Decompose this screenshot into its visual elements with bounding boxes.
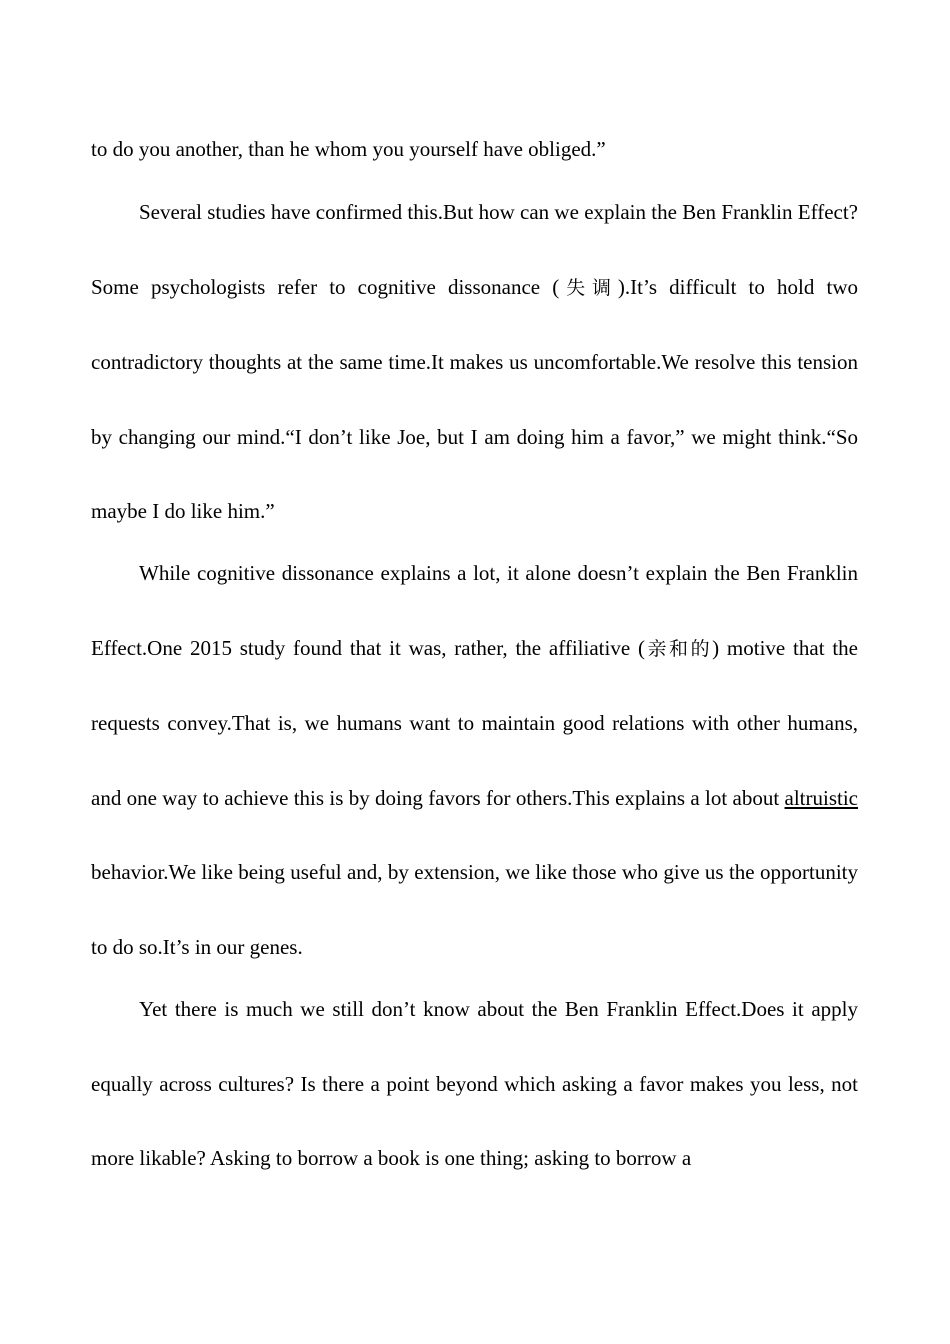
paragraph-1-text: to do you another, than he whom you yourself have obliged.” xyxy=(91,137,606,161)
paragraph-3-text-b: ) motive that the requests convey.That is, we humans want to maintain good relations with other humans, and one way to achieve this is by doing favors for others.This explains a lot about xyxy=(91,635,858,810)
paragraph-2-text-a: Several studies have confirmed this.But how can we explain the Ben Franklin Effect? Some psychologists refer to cognitive dissonance ( xyxy=(91,200,858,299)
paragraph-2-chinese-gloss: 失调 xyxy=(559,276,618,299)
paragraph-3-text-a: While cognitive dissonance explains a lot, it alone doesn’t explain the Ben Franklin Effect.One 2015 study found that it was, rather, the affiliative ( xyxy=(91,561,858,660)
paragraph-4 xyxy=(91,972,858,1196)
paragraph-3-text-c: behavior.We like being useful and, by extension, we like those who give us the opportunity to do so.It’s in our genes. xyxy=(91,860,858,959)
paragraph-4-text: Yet there is much we still don’t know about the Ben Franklin Effect.Does it apply equally across cultures? Is there a point beyond which asking a favor makes you less, not more likable? Asking to borrow a book is one thing; asking to borrow a xyxy=(91,997,858,1171)
underlined-word-altruistic: altruistic xyxy=(784,785,858,810)
paragraph-3-chinese-gloss: 亲和的 xyxy=(644,637,713,660)
paragraph-2 xyxy=(91,175,858,549)
paragraph-2-text-b: ).It’s difficult to hold two contradictory thoughts at the same time.It makes us uncomfortable.We resolve this tension by changing our mind.“I don’t like Joe, but I am doing him a favor,” we might think.“So maybe I do like him.” xyxy=(91,274,858,524)
paragraph-3 xyxy=(91,536,858,985)
